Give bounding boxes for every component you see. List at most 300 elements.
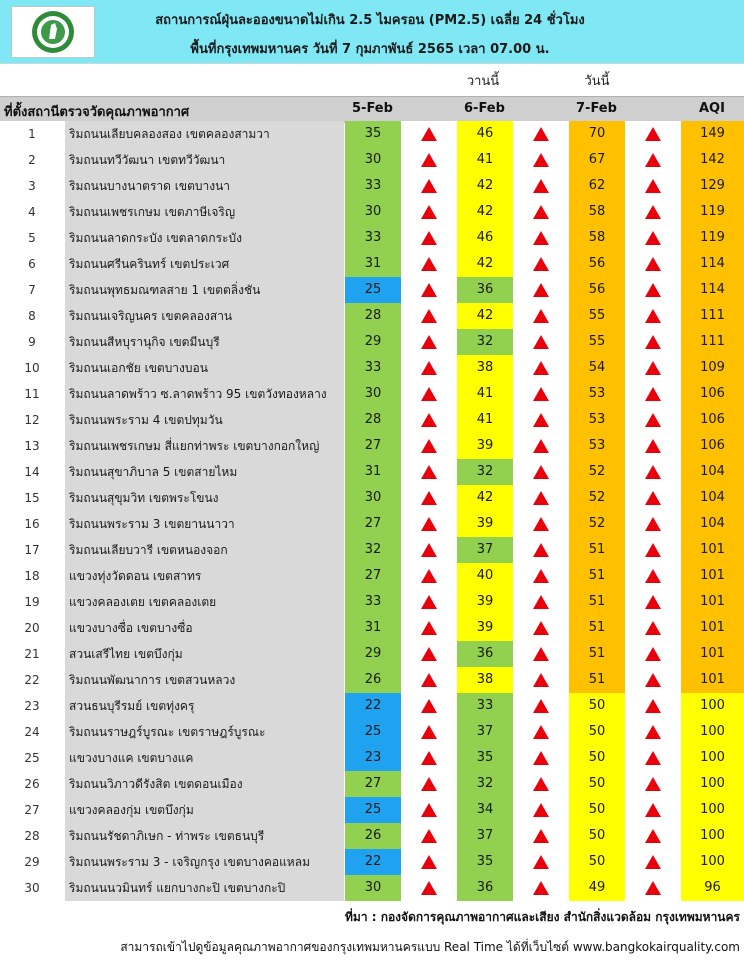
up-arrow-icon [533, 855, 549, 869]
up-arrow-icon [533, 803, 549, 817]
pm25-feb5-value: 33 [345, 589, 401, 615]
page-title: สถานการณ์ฝุ่นละอองขนาดไม่เกิน 2.5 ไมครอน (PM2.5) เฉลี่ย 24 ชั่วโมง [155, 13, 585, 28]
up-arrow-icon [625, 745, 681, 771]
table-row [0, 407, 744, 433]
up-arrow-icon [625, 615, 681, 641]
up-arrow-icon [401, 693, 457, 719]
up-arrow-icon [533, 179, 549, 193]
up-arrow-icon [421, 699, 437, 713]
up-arrow-icon [645, 595, 661, 609]
pm25-feb7-value: 50 [569, 693, 625, 719]
pm25-feb7-value: 62 [569, 173, 625, 199]
up-arrow-icon [421, 465, 437, 479]
pm25-feb7-value: 50 [569, 797, 625, 823]
up-arrow-icon [625, 563, 681, 589]
pm25-feb7-value: 56 [569, 277, 625, 303]
up-arrow-icon [401, 355, 457, 381]
station-location: ริมถนนศรีนครินทร์ เขตประเวศ [64, 251, 344, 277]
station-location: ริมถนนเจริญนคร เขตคลองสาน [64, 303, 344, 329]
pm25-feb6-value: 33 [457, 693, 513, 719]
pm25-feb7-value: 50 [569, 823, 625, 849]
table-row [0, 563, 744, 589]
page-header [0, 0, 744, 64]
up-arrow-icon [513, 745, 569, 771]
station-location: สวนเสรีไทย เขตบึงกุ่ม [64, 641, 344, 667]
pm25-feb5-value: 31 [345, 459, 401, 485]
up-arrow-icon [401, 771, 457, 797]
pm25-feb6-value: 39 [457, 433, 513, 459]
aqi-value: 114 [681, 251, 744, 277]
up-arrow-icon [533, 543, 549, 557]
aqi-value: 106 [681, 407, 744, 433]
aqi-value: 104 [681, 511, 744, 537]
up-arrow-icon [533, 673, 549, 687]
table-row [0, 693, 744, 719]
table-row [0, 537, 744, 563]
up-arrow-icon [625, 303, 681, 329]
pm25-feb5-value: 29 [345, 641, 401, 667]
table-row [0, 849, 744, 875]
up-arrow-icon [513, 303, 569, 329]
station-location: สวนธนบุรีรมย์ เขตทุ่งครุ [64, 693, 344, 719]
pm25-feb6-value: 39 [457, 615, 513, 641]
up-arrow-icon [421, 517, 437, 531]
aqi-value: 100 [681, 771, 744, 797]
pm25-feb5-value: 31 [345, 615, 401, 641]
table-row [0, 147, 744, 173]
pm25-feb5-value: 31 [345, 251, 401, 277]
up-arrow-icon [625, 407, 681, 433]
today-label: วันนี้ [584, 74, 610, 89]
aqi-value: 111 [681, 303, 744, 329]
up-arrow-icon [513, 537, 569, 563]
up-arrow-icon [513, 251, 569, 277]
aqi-value: 96 [681, 875, 744, 901]
pm25-feb7-value: 53 [569, 407, 625, 433]
up-arrow-icon [421, 855, 437, 869]
row-number: 5 [0, 225, 64, 251]
up-arrow-icon [645, 361, 661, 375]
row-number: 19 [0, 589, 64, 615]
pm25-feb5-value: 30 [345, 199, 401, 225]
table-row [0, 719, 744, 745]
up-arrow-icon [533, 439, 549, 453]
up-arrow-icon [625, 433, 681, 459]
up-arrow-icon [645, 283, 661, 297]
up-arrow-icon [401, 147, 457, 173]
up-arrow-icon [421, 647, 437, 661]
up-arrow-icon [513, 381, 569, 407]
up-arrow-icon [625, 329, 681, 355]
pm25-feb6-value: 42 [457, 485, 513, 511]
up-arrow-icon [421, 751, 437, 765]
up-arrow-icon [533, 491, 549, 505]
up-arrow-icon [625, 641, 681, 667]
aqi-value: 100 [681, 849, 744, 875]
row-number: 27 [0, 797, 64, 823]
up-arrow-icon [421, 231, 437, 245]
up-arrow-icon [645, 751, 661, 765]
row-number: 24 [0, 719, 64, 745]
pm25-feb5-value: 25 [345, 797, 401, 823]
up-arrow-icon [625, 147, 681, 173]
up-arrow-icon [401, 303, 457, 329]
up-arrow-icon [645, 465, 661, 479]
up-arrow-icon [533, 127, 549, 141]
station-location: แขวงบางซื่อ เขตบางซื่อ [64, 615, 344, 641]
up-arrow-icon [625, 693, 681, 719]
aqi-value: 101 [681, 563, 744, 589]
up-arrow-icon [401, 745, 457, 771]
up-arrow-icon [421, 569, 437, 583]
up-arrow-icon [533, 595, 549, 609]
table-row [0, 485, 744, 511]
up-arrow-icon [513, 459, 569, 485]
pm25-feb7-value: 51 [569, 537, 625, 563]
pm25-feb6-value: 38 [457, 667, 513, 693]
up-arrow-icon [401, 485, 457, 511]
up-arrow-icon [533, 777, 549, 791]
table-header [0, 96, 744, 123]
up-arrow-icon [421, 309, 437, 323]
row-number: 18 [0, 563, 64, 589]
station-location: ริมถนนพุทธมณฑลสาย 1 เขตตลิ่งชัน [64, 277, 344, 303]
up-arrow-icon [401, 511, 457, 537]
up-arrow-icon [513, 329, 569, 355]
pm25-feb6-value: 41 [457, 147, 513, 173]
pm25-feb6-value: 32 [457, 459, 513, 485]
aqi-value: 100 [681, 719, 744, 745]
up-arrow-icon [625, 121, 681, 147]
up-arrow-icon [421, 205, 437, 219]
table-row [0, 511, 744, 537]
up-arrow-icon [401, 719, 457, 745]
table-row [0, 433, 744, 459]
station-location: ริมถนนเพชรเกษม เขตภาษีเจริญ [64, 199, 344, 225]
aqi-value: 111 [681, 329, 744, 355]
pm25-feb6-value: 32 [457, 329, 513, 355]
up-arrow-icon [513, 693, 569, 719]
pm25-feb6-value: 34 [457, 797, 513, 823]
up-arrow-icon [645, 491, 661, 505]
up-arrow-icon [513, 121, 569, 147]
pm25-feb5-value: 30 [345, 875, 401, 901]
row-number: 10 [0, 355, 64, 381]
up-arrow-icon [625, 251, 681, 277]
source-note: ที่มา : กองจัดการคุณภาพอากาศและเสียง สำนักสิ่งแวดล้อม กรุงเทพมหานคร [345, 910, 740, 924]
up-arrow-icon [625, 589, 681, 615]
up-arrow-icon [533, 751, 549, 765]
up-arrow-icon [625, 797, 681, 823]
row-number: 16 [0, 511, 64, 537]
up-arrow-icon [645, 803, 661, 817]
up-arrow-icon [513, 797, 569, 823]
up-arrow-icon [625, 485, 681, 511]
row-number: 8 [0, 303, 64, 329]
pm25-feb6-value: 40 [457, 563, 513, 589]
up-arrow-icon [645, 309, 661, 323]
up-arrow-icon [625, 199, 681, 225]
up-arrow-icon [401, 849, 457, 875]
up-arrow-icon [513, 407, 569, 433]
table-row [0, 745, 744, 771]
row-number: 12 [0, 407, 64, 433]
up-arrow-icon [645, 829, 661, 843]
row-number: 15 [0, 485, 64, 511]
row-number: 1 [0, 121, 64, 147]
pm25-feb7-value: 49 [569, 875, 625, 901]
up-arrow-icon [513, 277, 569, 303]
up-arrow-icon [625, 277, 681, 303]
up-arrow-icon [625, 719, 681, 745]
aqi-value: 100 [681, 823, 744, 849]
pm25-feb7-value: 70 [569, 121, 625, 147]
up-arrow-icon [533, 309, 549, 323]
table-row [0, 589, 744, 615]
aqi-value: 149 [681, 121, 744, 147]
row-number: 4 [0, 199, 64, 225]
pm25-feb5-value: 23 [345, 745, 401, 771]
up-arrow-icon [533, 361, 549, 375]
up-arrow-icon [533, 881, 549, 895]
pm25-feb6-value: 36 [457, 875, 513, 901]
up-arrow-icon [625, 875, 681, 901]
pm25-feb6-value: 32 [457, 771, 513, 797]
row-number: 13 [0, 433, 64, 459]
up-arrow-icon [513, 615, 569, 641]
up-arrow-icon [421, 673, 437, 687]
pm25-feb7-value: 51 [569, 667, 625, 693]
up-arrow-icon [401, 433, 457, 459]
yesterday-label: วานนี้ [466, 74, 500, 89]
pm25-feb5-value: 30 [345, 485, 401, 511]
up-arrow-icon [625, 771, 681, 797]
station-table [0, 121, 744, 901]
up-arrow-icon [421, 413, 437, 427]
up-arrow-icon [421, 803, 437, 817]
up-arrow-icon [513, 485, 569, 511]
pm25-feb5-value: 22 [345, 849, 401, 875]
row-number: 20 [0, 615, 64, 641]
row-number: 6 [0, 251, 64, 277]
up-arrow-icon [513, 641, 569, 667]
up-arrow-icon [401, 797, 457, 823]
up-arrow-icon [533, 465, 549, 479]
pm25-feb5-value: 25 [345, 277, 401, 303]
up-arrow-icon [421, 543, 437, 557]
station-location: ริมถนนบางนาตราด เขตบางนา [64, 173, 344, 199]
up-arrow-icon [401, 589, 457, 615]
station-location: ริมถนนทวีวัฒนา เขตทวีวัฒนา [64, 147, 344, 173]
pm25-feb6-value: 36 [457, 641, 513, 667]
aqi-value: 106 [681, 381, 744, 407]
pm25-feb7-value: 53 [569, 381, 625, 407]
up-arrow-icon [625, 511, 681, 537]
aqi-value: 100 [681, 693, 744, 719]
pm25-feb5-value: 28 [345, 303, 401, 329]
pm25-feb7-value: 50 [569, 745, 625, 771]
up-arrow-icon [401, 329, 457, 355]
up-arrow-icon [421, 283, 437, 297]
row-number: 9 [0, 329, 64, 355]
station-location: แขวงคลองกุ่ม เขตบึงกุ่ม [64, 797, 344, 823]
station-location: ริมถนนพระราม 3 - เจริญกรุง เขตบางคอแหลม [64, 849, 344, 875]
pm25-feb6-value: 41 [457, 407, 513, 433]
row-number: 7 [0, 277, 64, 303]
location-column-header: ที่ตั้งสถานีตรวจวัดคุณภาพอากาศ [4, 105, 190, 120]
pm25-feb5-value: 27 [345, 563, 401, 589]
up-arrow-icon [625, 173, 681, 199]
table-row [0, 667, 744, 693]
station-location: ริมถนนลาดพร้าว ซ.ลาดพร้าว 95 เขตวังทองหลาง [64, 381, 344, 407]
table-row [0, 823, 744, 849]
pm25-feb7-value: 67 [569, 147, 625, 173]
up-arrow-icon [513, 849, 569, 875]
station-location: ริมถนนเลียบวารี เขตหนองจอก [64, 537, 344, 563]
up-arrow-icon [401, 121, 457, 147]
up-arrow-icon [645, 153, 661, 167]
pm25-feb5-value: 30 [345, 381, 401, 407]
aqi-value: 114 [681, 277, 744, 303]
up-arrow-icon [513, 719, 569, 745]
pm25-feb6-value: 46 [457, 121, 513, 147]
up-arrow-icon [513, 433, 569, 459]
aqi-value: 100 [681, 745, 744, 771]
aqi-value: 100 [681, 797, 744, 823]
up-arrow-icon [401, 823, 457, 849]
row-number: 23 [0, 693, 64, 719]
up-arrow-icon [645, 335, 661, 349]
pm25-feb6-value: 42 [457, 303, 513, 329]
pm25-feb6-value: 39 [457, 511, 513, 537]
pm25-feb5-value: 30 [345, 147, 401, 173]
row-number: 2 [0, 147, 64, 173]
up-arrow-icon [625, 849, 681, 875]
row-number: 3 [0, 173, 64, 199]
up-arrow-icon [401, 199, 457, 225]
row-number: 17 [0, 537, 64, 563]
up-arrow-icon [401, 277, 457, 303]
up-arrow-icon [645, 881, 661, 895]
aqi-value: 101 [681, 537, 744, 563]
up-arrow-icon [421, 881, 437, 895]
up-arrow-icon [645, 621, 661, 635]
station-location: ริมถนนพระราม 4 เขตปทุมวัน [64, 407, 344, 433]
up-arrow-icon [533, 725, 549, 739]
table-row [0, 303, 744, 329]
up-arrow-icon [625, 823, 681, 849]
up-arrow-icon [421, 829, 437, 843]
aqi-value: 106 [681, 433, 744, 459]
up-arrow-icon [513, 563, 569, 589]
up-arrow-icon [533, 153, 549, 167]
up-arrow-icon [513, 173, 569, 199]
up-arrow-icon [401, 173, 457, 199]
pm25-feb6-value: 41 [457, 381, 513, 407]
table-row [0, 329, 744, 355]
up-arrow-icon [533, 257, 549, 271]
pm25-feb5-value: 26 [345, 667, 401, 693]
up-arrow-icon [421, 439, 437, 453]
row-number: 11 [0, 381, 64, 407]
station-location: ริมถนนพัฒนาการ เขตสวนหลวง [64, 667, 344, 693]
up-arrow-icon [645, 387, 661, 401]
row-number: 26 [0, 771, 64, 797]
pm25-feb6-value: 37 [457, 823, 513, 849]
station-location: แขวงบางแค เขตบางแค [64, 745, 344, 771]
table-row [0, 381, 744, 407]
up-arrow-icon [533, 205, 549, 219]
pm25-feb6-value: 35 [457, 745, 513, 771]
up-arrow-icon [645, 179, 661, 193]
up-arrow-icon [401, 251, 457, 277]
station-location: ริมถนนรัชดาภิเษก - ท่าพระ เขตธนบุรี [64, 823, 344, 849]
up-arrow-icon [645, 725, 661, 739]
aqi-value: 104 [681, 485, 744, 511]
up-arrow-icon [421, 127, 437, 141]
pm25-feb6-value: 42 [457, 173, 513, 199]
row-number: 28 [0, 823, 64, 849]
up-arrow-icon [421, 491, 437, 505]
pm25-feb7-value: 50 [569, 719, 625, 745]
pm25-feb6-value: 37 [457, 537, 513, 563]
up-arrow-icon [533, 621, 549, 635]
up-arrow-icon [645, 413, 661, 427]
pm25-feb7-value: 55 [569, 303, 625, 329]
up-arrow-icon [625, 225, 681, 251]
table-row [0, 615, 744, 641]
station-location: ริมถนนสุขุมวิท เขตพระโขนง [64, 485, 344, 511]
up-arrow-icon [533, 569, 549, 583]
up-arrow-icon [645, 647, 661, 661]
up-arrow-icon [625, 537, 681, 563]
pm25-feb7-value: 52 [569, 485, 625, 511]
aqi-value: 119 [681, 199, 744, 225]
station-location: แขวงทุ่งวัดดอน เขตสาทร [64, 563, 344, 589]
pm25-feb7-value: 54 [569, 355, 625, 381]
pm25-feb5-value: 33 [345, 173, 401, 199]
table-row [0, 251, 744, 277]
aqi-value: 101 [681, 589, 744, 615]
table-row [0, 641, 744, 667]
up-arrow-icon [625, 667, 681, 693]
up-arrow-icon [625, 381, 681, 407]
station-location: ริมถนนนวมินทร์ แยกบางกะปิ เขตบางกะปิ [64, 875, 344, 901]
station-location: ริมถนนเลียบคลองสอง เขตคลองสามวา [64, 121, 344, 147]
bangkok-seal-logo [11, 6, 95, 58]
up-arrow-icon [533, 387, 549, 401]
row-number: 14 [0, 459, 64, 485]
pm25-feb6-value: 38 [457, 355, 513, 381]
pm25-feb7-value: 51 [569, 615, 625, 641]
up-arrow-icon [401, 459, 457, 485]
row-number: 30 [0, 875, 64, 901]
up-arrow-icon [645, 231, 661, 245]
aqi-value: 101 [681, 615, 744, 641]
up-arrow-icon [645, 543, 661, 557]
up-arrow-icon [533, 647, 549, 661]
aqi-value: 142 [681, 147, 744, 173]
aqi-value: 129 [681, 173, 744, 199]
pm25-feb7-value: 50 [569, 771, 625, 797]
up-arrow-icon [625, 459, 681, 485]
up-arrow-icon [513, 355, 569, 381]
up-arrow-icon [421, 153, 437, 167]
up-arrow-icon [421, 777, 437, 791]
pm25-feb5-value: 27 [345, 771, 401, 797]
up-arrow-icon [645, 127, 661, 141]
row-number: 29 [0, 849, 64, 875]
